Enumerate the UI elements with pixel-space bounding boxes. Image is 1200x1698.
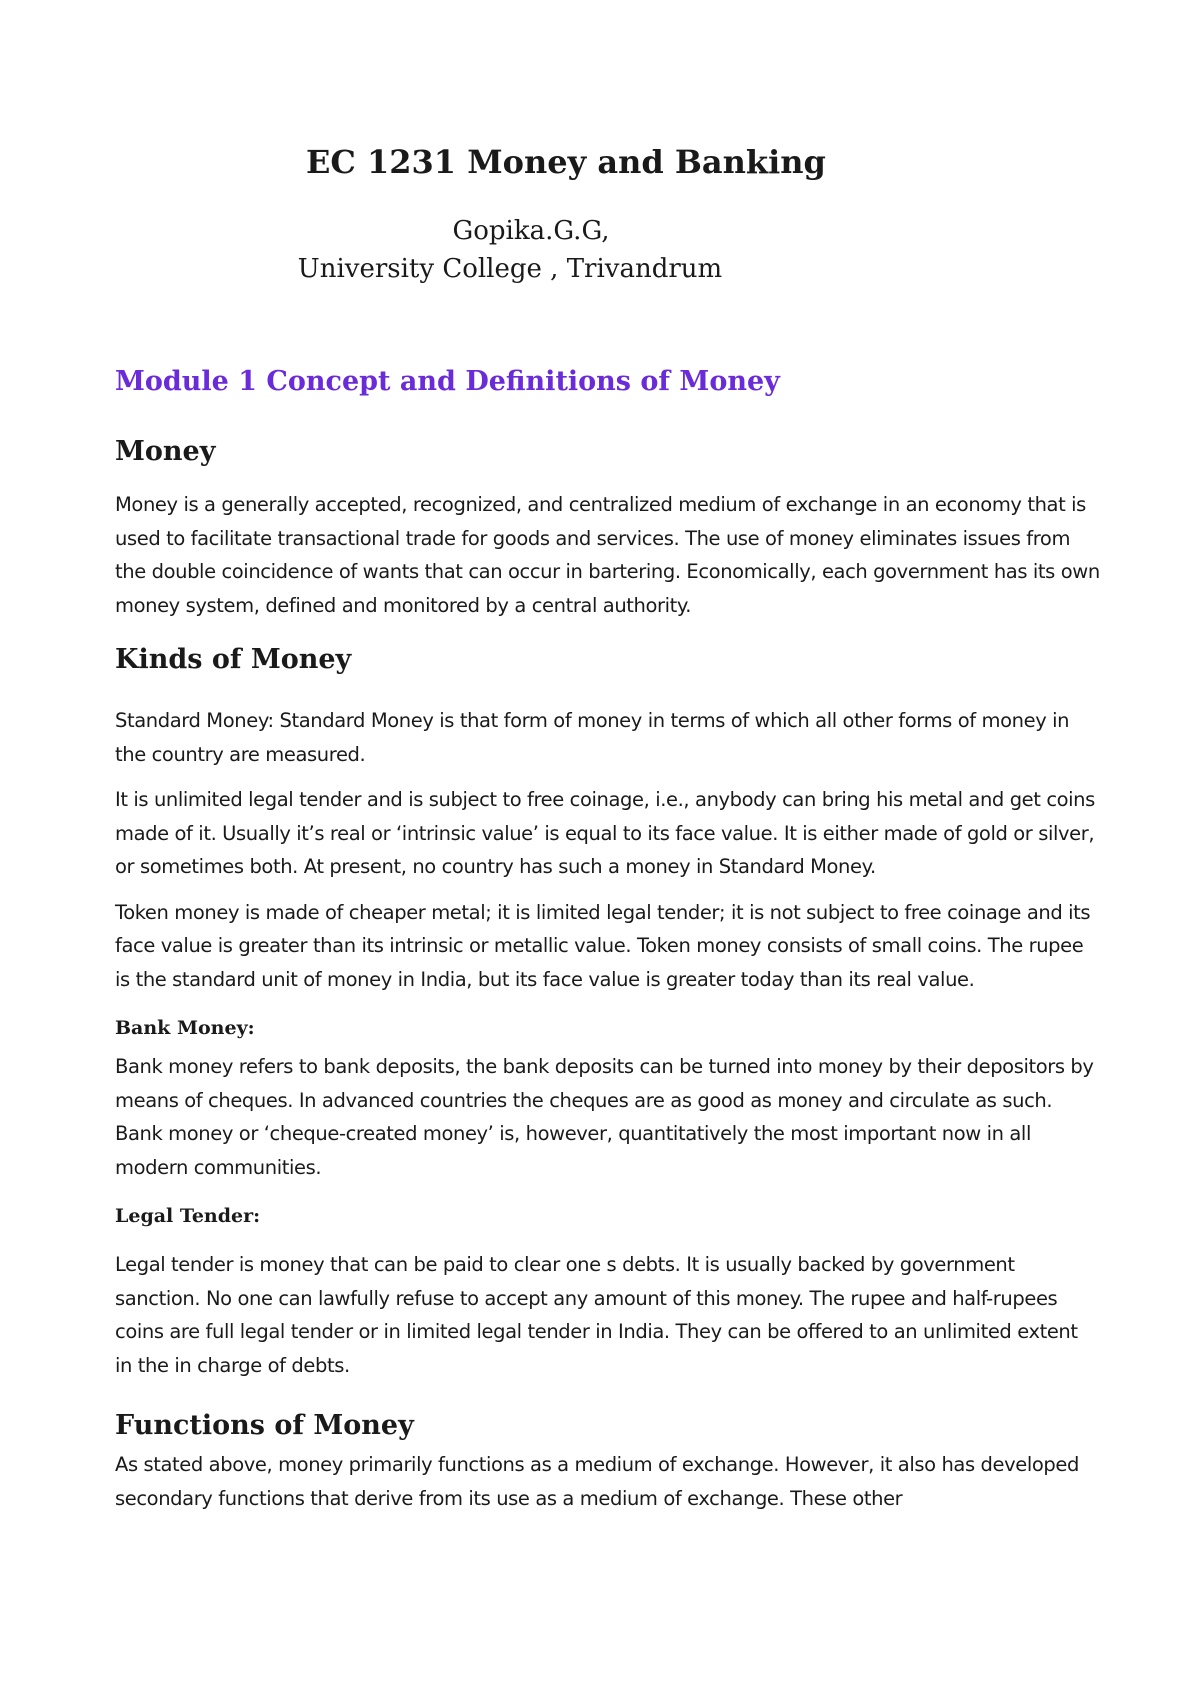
author-block [0,212,1020,288]
document-title: EC 1231 Money and Banking [306,143,826,181]
module-heading: Module 1 Concept and Definitions of Money [115,366,780,397]
subheading-legal-tender: Legal Tender: [115,1205,261,1227]
subheading-bank-money: Bank Money: [115,1017,255,1039]
author-name: Gopika.G.G, [452,216,610,246]
paragraph-legal-tender-1: Legal tender is money that can be paid to clear one s debts. It is usually backed by government sanction. No one can lawfully refuse to accept any amount of this money. The rupee and half-rupees coins are full legal tender or in limited legal tender in India. They can be offered to an unlimited extent in the in charge of debts. [115,1253,1078,1377]
section-heading-money: Money [115,436,216,467]
paragraph-bank-money-1: Bank money refers to bank deposits, the bank deposits can be turned into money by their depositors by means of cheques. In advanced countries the cheques are as good as money and circulate as such. Bank money or ‘cheque-created money’ is, however, quantitatively the most important now in all modern communities. [115,1055,1094,1179]
paragraph-kinds-1: Standard Money: Standard Money is that form of money in terms of which all other forms of money in the country are measured. [115,709,1070,766]
paragraph-kinds-3: Token money is made of cheaper metal; it is limited legal tender; it is not subject to free coinage and its face value is greater than its intrinsic or metallic value. Token money consists of small coins. The rupee is the standard unit of money in India, but its face value is greater today than its real value. [115,900,1091,991]
author-institution: University College , Trivandrum [297,254,723,284]
paragraph-money-1: Money is a generally accepted, recognized, and centralized medium of exchange in an economy that is used to facilitate transactional trade for goods and services. The use of money eliminates issues from the double coincidence of wants that can occur in bartering. Economically, each government has its own money system, defined and monitored by a central authority. [115,493,1100,617]
document-body [115,364,1100,1527]
section-heading-kinds: Kinds of Money [115,644,352,675]
paragraph-kinds-2: It is unlimited legal tender and is subject to free coinage, i.e., anybody can bring his metal and get coins made of it. Usually it’s real or ‘intrinsic value’ is equal to its face value. It is either made of gold or silver, or sometimes both. At present, no country has such a money in Standard Money. [115,788,1095,878]
paragraph-functions-1: As stated above, money primarily functions as a medium of exchange. However, it also has developed secondary functions that derive from its use as a medium of exchange. These other [115,1453,1079,1510]
section-heading-functions: Functions of Money [115,1410,414,1441]
